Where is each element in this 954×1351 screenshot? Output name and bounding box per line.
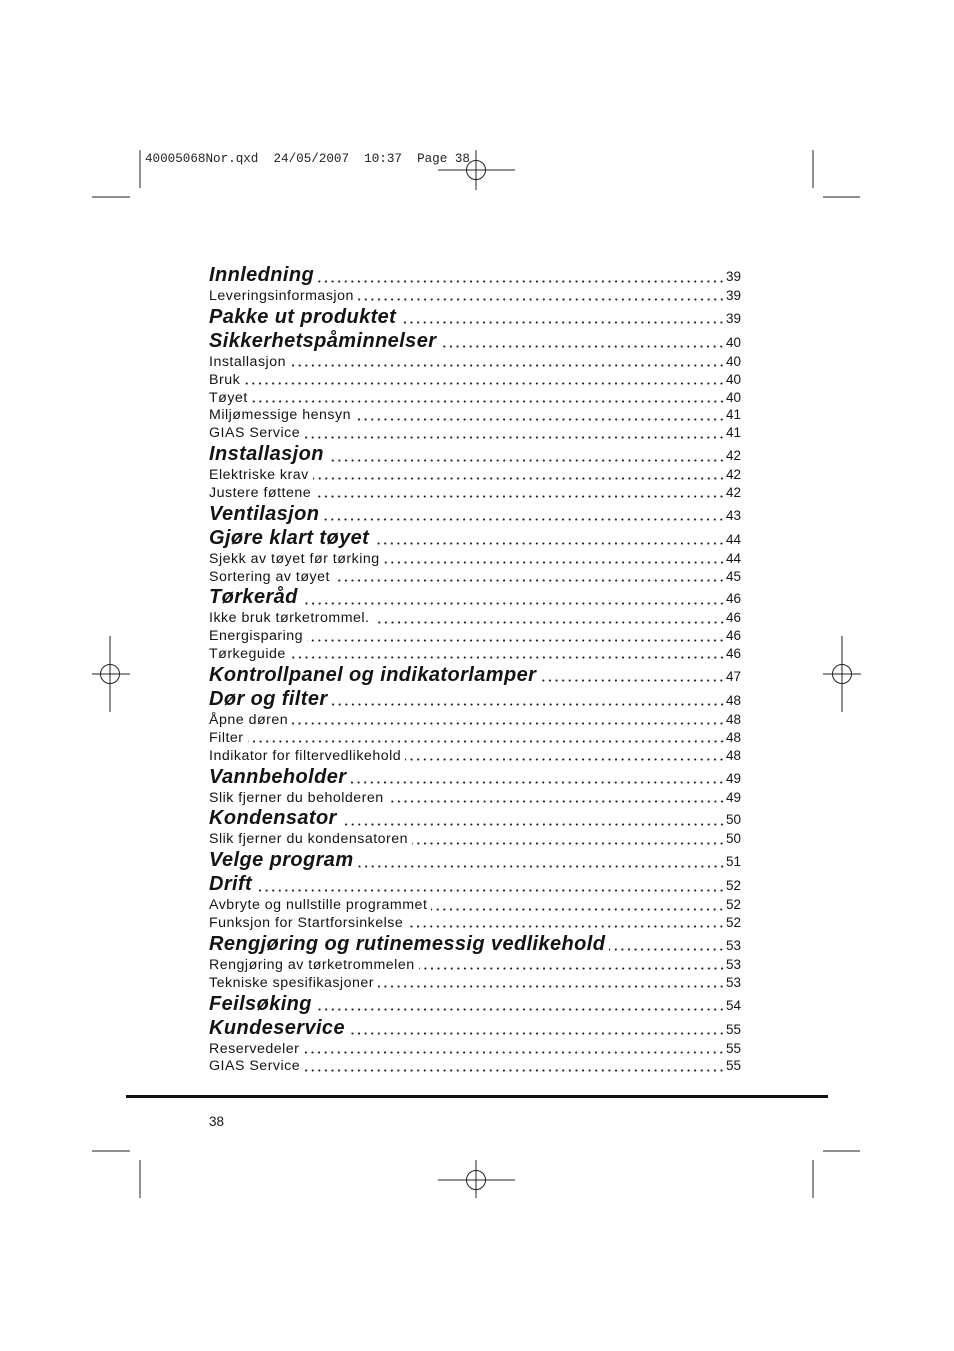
dot-leader <box>358 848 725 872</box>
toc-heading-title: Gjøre klart tøyet <box>209 526 370 549</box>
toc-page-number: 41 <box>725 407 741 423</box>
toc-heading-title: Installasjon <box>209 443 324 466</box>
toc-item-title: Funksjon for Startforsinkelse <box>209 915 404 932</box>
toc-heading-title: Rengjøring og rutinemessig vedlikehold <box>209 932 606 955</box>
toc-heading-row <box>209 687 741 711</box>
toc-heading-title: Tørkeråd <box>209 586 298 609</box>
dot-leader <box>316 992 725 1016</box>
dot-leader <box>378 974 725 992</box>
toc-heading-title: Drift <box>209 873 253 896</box>
toc-page-number: 54 <box>725 997 741 1013</box>
registration-mark-left <box>92 636 130 712</box>
dot-leader <box>332 687 725 711</box>
toc-item-title: Leveringsinformasjon <box>209 288 354 304</box>
toc-heading-title: Kundeservice <box>209 1016 345 1039</box>
toc-page-number: 46 <box>725 646 741 662</box>
toc-page-number: 39 <box>725 269 741 284</box>
dot-leader <box>384 550 725 568</box>
dot-leader <box>400 305 725 329</box>
dot-leader <box>323 502 725 526</box>
toc-page-number: 39 <box>725 288 741 303</box>
toc-item-row <box>209 550 741 568</box>
toc-item-title: Avbryte og nullstille programmet <box>209 897 428 914</box>
toc-item-row <box>209 389 741 407</box>
toc-page-number: 42 <box>725 448 741 464</box>
toc-heading-row <box>209 872 741 896</box>
toc-page-number: 53 <box>725 956 741 972</box>
toc-heading-row <box>209 992 741 1016</box>
toc-item-title: Ikke bruk tørketrommel. <box>209 610 370 627</box>
toc-heading-title: Ventilasjon <box>209 502 320 525</box>
toc-item-title: Tørkeguide <box>209 646 286 663</box>
dot-leader <box>307 627 725 645</box>
toc-heading-title: Kondensator <box>209 807 337 830</box>
toc-item-title: Slik fjerner du beholderen <box>209 789 384 806</box>
dot-leader <box>256 872 725 896</box>
crop-mark-top-right <box>813 150 860 197</box>
toc-page-number: 53 <box>725 974 741 990</box>
toc-heading-title: Velge program <box>209 849 354 872</box>
toc-item-title: Rengjøring av tørketrommelen <box>209 956 415 973</box>
toc-page-number: 52 <box>725 915 741 931</box>
toc-heading-row <box>209 1016 741 1040</box>
toc-page-number: 50 <box>725 812 741 828</box>
toc-heading-title: Dør og filter <box>209 687 328 710</box>
toc-page-number: 39 <box>725 310 741 326</box>
toc-item-row <box>209 424 741 442</box>
toc-page-number: 45 <box>725 568 741 584</box>
dot-leader <box>374 609 725 627</box>
dot-leader <box>358 287 725 305</box>
print-slug: 40005068Nor.qxd 24/05/2007 10:37 Page 38 <box>145 152 470 166</box>
dot-leader <box>318 263 725 287</box>
toc-item-title: Tekniske spesifikasjoner <box>209 974 374 991</box>
toc-item-row <box>209 956 741 974</box>
toc-page-number: 50 <box>725 831 741 847</box>
dot-leader <box>252 389 725 407</box>
toc-item-title: Sortering av tøyet <box>209 568 330 585</box>
toc-page-number: 40 <box>725 353 741 369</box>
toc-item-row <box>209 729 741 747</box>
toc-item-row <box>209 747 741 765</box>
toc-item-row <box>209 789 741 807</box>
toc-page-number: 49 <box>725 789 741 805</box>
toc-page-number: 46 <box>725 610 741 626</box>
toc-item-title: Justere føttene <box>209 484 312 501</box>
toc-item-row <box>209 484 741 502</box>
dot-leader <box>388 789 725 807</box>
toc-heading-title: Feilsøking <box>209 992 312 1015</box>
toc-item-row <box>209 466 741 484</box>
dot-leader <box>405 747 725 765</box>
toc-item-title: Sjekk av tøyet før tørking <box>209 550 380 567</box>
toc-heading-row <box>209 848 741 872</box>
toc-page-number: 42 <box>725 484 741 500</box>
toc-item-title: Indikator for filtervedlikehold <box>209 747 402 764</box>
toc-heading-row <box>209 263 741 287</box>
page-number: 38 <box>209 1114 225 1129</box>
crop-mark-bottom-left <box>92 1151 140 1198</box>
toc-heading-row <box>209 329 741 353</box>
toc-page-number: 55 <box>725 1040 741 1056</box>
toc-item-title: Reservedeler <box>209 1040 300 1057</box>
toc-heading-title: Innledning <box>209 264 315 286</box>
dot-leader <box>290 353 725 371</box>
toc-page-number: 48 <box>725 692 741 708</box>
toc-page-number: 55 <box>725 1021 741 1037</box>
toc-heading-title: Pakke ut produktet <box>209 305 397 328</box>
toc-item-row <box>209 645 741 663</box>
toc-heading-row <box>209 442 741 466</box>
toc-item-row <box>209 711 741 729</box>
dot-leader <box>244 371 725 389</box>
toc-item-title: Filter <box>209 729 244 746</box>
registration-mark-right <box>823 636 861 712</box>
dot-leader <box>407 914 725 932</box>
toc-page-number: 46 <box>725 591 741 607</box>
toc-heading-row <box>209 663 741 687</box>
toc-item-row <box>209 830 741 848</box>
toc-item-row <box>209 1040 741 1058</box>
footer-rule <box>126 1095 828 1098</box>
toc-page-number: 40 <box>725 371 741 387</box>
toc-page-number: 47 <box>725 668 741 684</box>
toc-page-number: 49 <box>725 770 741 786</box>
toc-item-title: Åpne døren <box>209 711 289 728</box>
toc-page-number: 48 <box>725 747 741 763</box>
dot-leader <box>304 1057 725 1075</box>
toc-item-row <box>209 287 741 305</box>
toc-page-number: 48 <box>725 711 741 727</box>
toc-page-number: 53 <box>725 937 741 953</box>
dot-leader <box>355 406 725 424</box>
toc-item-title: Tøyet <box>209 389 248 406</box>
dot-leader <box>341 806 725 830</box>
toc-heading-row <box>209 806 741 830</box>
registration-mark-bottom <box>438 1160 515 1198</box>
dot-leader <box>349 1016 725 1040</box>
toc-page-number: 46 <box>725 628 741 644</box>
dot-leader <box>302 585 725 609</box>
dot-leader <box>303 1040 725 1058</box>
toc-heading-title: Sikkerhetspåminnelser <box>209 329 437 352</box>
dot-leader <box>304 424 725 442</box>
dot-leader <box>350 765 725 789</box>
toc-heading-title: Vannbeholder <box>209 765 347 788</box>
toc-item-title: Slik fjerner du kondensatoren <box>209 831 409 848</box>
dot-leader <box>419 956 725 974</box>
toc-item-row <box>209 353 741 371</box>
toc-page-number: 55 <box>725 1058 741 1074</box>
toc-heading-title: Kontrollpanel og indikatorlamper <box>209 663 537 686</box>
toc-page-number: 52 <box>725 878 741 894</box>
crop-mark-top-left <box>92 150 140 197</box>
toc-page-number: 44 <box>725 531 741 547</box>
toc-page-number: 48 <box>725 729 741 745</box>
toc-item-row <box>209 609 741 627</box>
toc-page-number: 41 <box>725 425 741 441</box>
toc-item-title: Energisparing <box>209 628 304 645</box>
crop-mark-bottom-right <box>813 1151 860 1198</box>
dot-leader <box>290 645 725 663</box>
toc-heading-row <box>209 585 741 609</box>
toc-item-title: Miljømessige hensyn <box>209 407 351 424</box>
toc-item-title: Installasjon <box>209 353 286 370</box>
dot-leader <box>431 896 725 914</box>
dot-leader <box>540 663 725 687</box>
toc-item-row <box>209 627 741 645</box>
toc-item-row <box>209 974 741 992</box>
toc-page-number: 40 <box>725 334 741 350</box>
toc-heading-row <box>209 305 741 329</box>
toc-item-title: Elektriske krav <box>209 467 309 484</box>
toc-page-number: 40 <box>725 389 741 405</box>
dot-leader <box>440 329 725 353</box>
dot-leader <box>292 711 725 729</box>
toc-item-row <box>209 568 741 586</box>
toc-item-row <box>209 406 741 424</box>
dot-leader <box>334 568 725 586</box>
dot-leader <box>313 466 725 484</box>
dot-leader <box>373 526 725 550</box>
toc-item-title: Bruk <box>209 371 241 388</box>
dot-leader <box>412 830 725 848</box>
toc-page-number: 44 <box>725 550 741 566</box>
toc-item-row <box>209 1057 741 1075</box>
toc-page-number: 52 <box>725 897 741 913</box>
toc-page-number: 42 <box>725 467 741 483</box>
toc-page-number: 51 <box>725 854 741 870</box>
table-of-contents <box>209 263 741 1075</box>
toc-heading-row <box>209 932 741 956</box>
toc-item-title: GIAS Service <box>209 1058 301 1075</box>
toc-item-row <box>209 371 741 389</box>
dot-leader <box>609 932 725 956</box>
dot-leader <box>315 484 725 502</box>
toc-item-title: GIAS Service <box>209 425 301 442</box>
toc-heading-row <box>209 502 741 526</box>
dot-leader <box>328 442 725 466</box>
toc-heading-row <box>209 765 741 789</box>
toc-item-row <box>209 896 741 914</box>
toc-page-number: 43 <box>725 507 741 523</box>
dot-leader <box>248 729 725 747</box>
toc-heading-row <box>209 526 741 550</box>
toc-item-row <box>209 914 741 932</box>
